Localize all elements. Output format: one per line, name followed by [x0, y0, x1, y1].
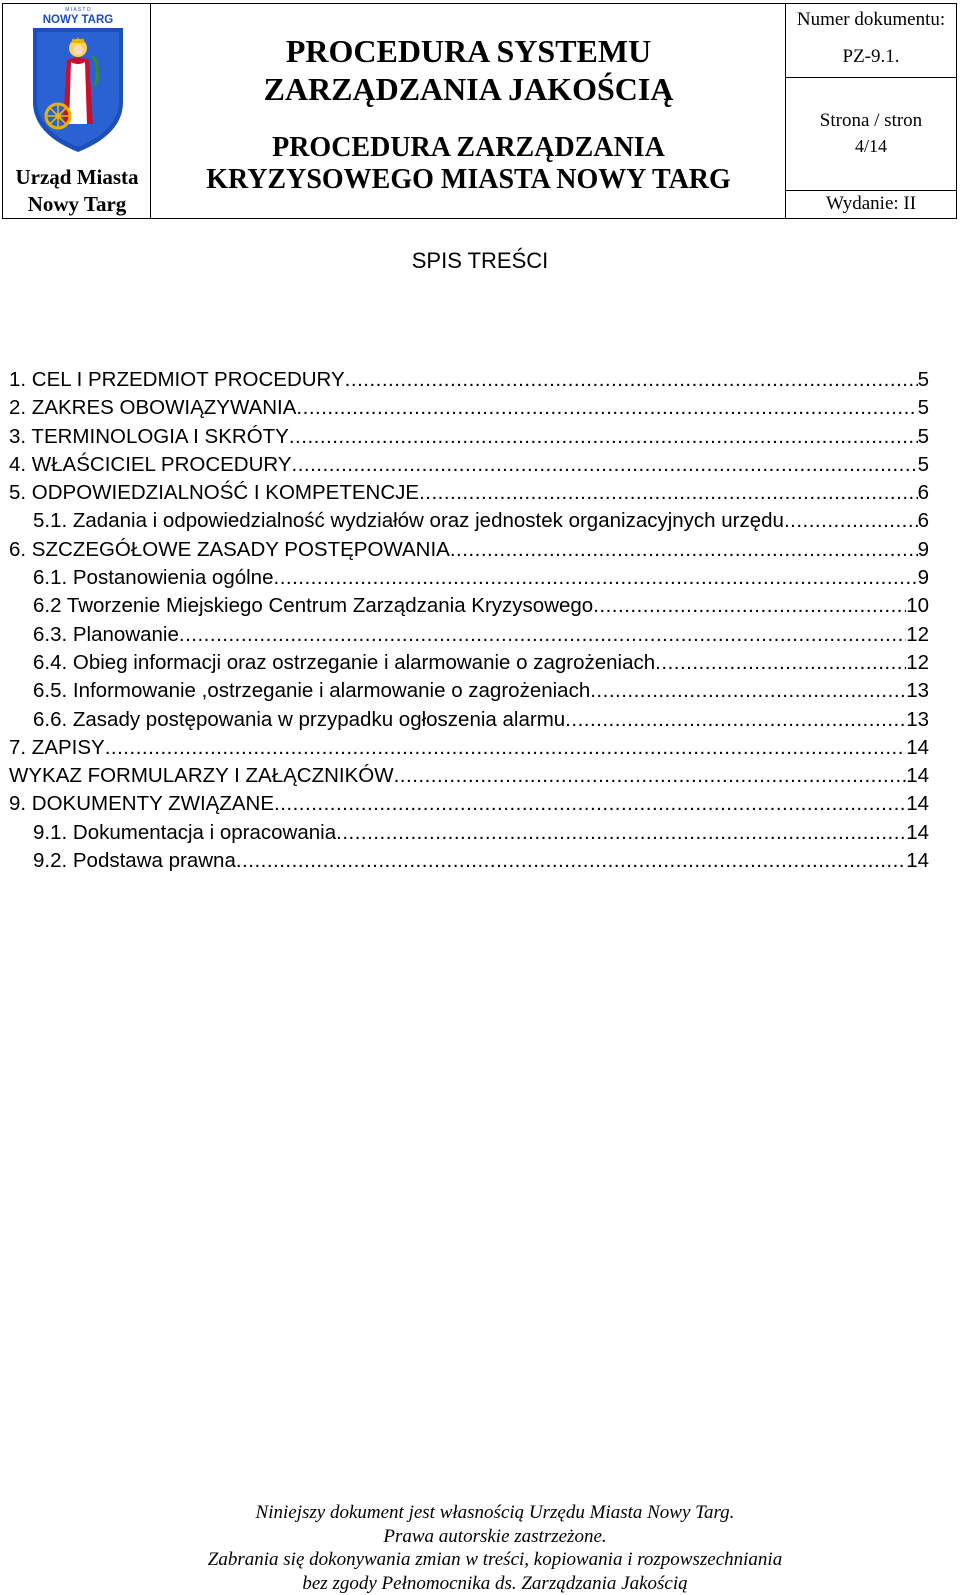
toc-dot-leader: [593, 592, 906, 620]
office-line-1: Urząd Miasta: [15, 165, 139, 189]
toc-entry-page: 6: [917, 481, 929, 505]
toc-entry-page: 14: [906, 764, 929, 788]
toc-dot-leader: [292, 451, 918, 479]
toc-entry[interactable]: [9, 677, 929, 705]
toc-entry-label: 5. ODPOWIEDZIALNOŚĆ I KOMPETENCJE: [9, 481, 420, 505]
doc-number-value: PZ-9.1.: [842, 46, 900, 67]
toc-dot-leader: [336, 819, 906, 847]
toc-entry-page: 10: [906, 594, 929, 618]
toc-entry-label: 7. ZAPISY: [9, 735, 105, 759]
doc-number-box: [786, 4, 956, 78]
toc-entry-label: 6.5. Informowanie ,ostrzeganie i alarmowanie o zagrożeniach: [33, 679, 591, 703]
table-of-contents: [9, 366, 929, 875]
doc-number-label: Numer dokumentu:: [796, 9, 946, 30]
toc-entry-label: WYKAZ FORMULARZY I ZAŁĄCZNIKÓW: [9, 764, 394, 788]
office-line-2: Nowy Targ: [27, 192, 127, 216]
edition-box: [786, 191, 956, 218]
footer-line-1: Niniejszy dokument jest własnością Urzędu Miasta Nowy Targ.: [255, 1502, 735, 1523]
toc-dot-leader: [590, 677, 906, 705]
toc-entry-page: 6: [917, 509, 929, 533]
toc-entry[interactable]: [9, 819, 929, 847]
toc-entry-label: 3. TERMINOLOGIA I SKRÓTY: [9, 424, 289, 448]
toc-dot-leader: [565, 706, 906, 734]
toc-dot-leader: [236, 847, 906, 875]
footer-line-4: bez zgody Pełnomocnika ds. Zarządzania Jakością: [302, 1572, 688, 1594]
toc-dot-leader: [345, 366, 918, 394]
subtitle-line-1: PROCEDURA ZARZĄDZANIA: [272, 132, 665, 163]
office-name: [3, 164, 151, 218]
toc-entry-label: 5.1. Zadania i odpowiedzialność wydziałów oraz jednostek organizacyjnych urzędu: [33, 509, 784, 533]
toc-entry-page: 13: [906, 679, 929, 703]
document-header-table: [2, 3, 957, 219]
toc-entry-page: 14: [906, 792, 929, 816]
toc-entry[interactable]: [9, 649, 929, 677]
toc-entry-page: 12: [906, 622, 929, 646]
svg-text:NOWY TARG: NOWY TARG: [42, 14, 114, 26]
toc-dot-leader: [179, 621, 906, 649]
toc-dot-leader: [655, 649, 906, 677]
toc-dot-leader: [274, 564, 918, 592]
toc-entry-page: 9: [917, 566, 929, 590]
document-title: [151, 32, 786, 108]
toc-entry-label: 6.1. Postanowienia ogólne: [33, 566, 274, 590]
toc-entry-page: 14: [906, 849, 929, 873]
toc-entry-page: 5: [917, 396, 929, 420]
toc-dot-leader: [105, 734, 906, 762]
subtitle-line-2: KRYZYSOWEGO MIASTA NOWY TARG: [206, 164, 731, 195]
metadata-cell: [786, 4, 956, 218]
toc-title: SPIS TREŚCI: [411, 248, 549, 273]
toc-entry-label: 9. DOKUMENTY ZWIĄZANE: [9, 792, 275, 816]
toc-entry-label: 6.2 Tworzenie Miejskiego Centrum Zarządzania Kryzysowego: [33, 594, 594, 618]
toc-entry[interactable]: [9, 790, 929, 818]
city-coat-of-arms-icon: [31, 6, 125, 156]
footer-line-2: Prawa autorskie zastrzeżone.: [383, 1525, 607, 1547]
toc-entry-label: 6.4. Obieg informacji oraz ostrzeganie i alarmowanie o zagrożeniach: [33, 650, 656, 674]
toc-entry-page: 12: [906, 650, 929, 674]
toc-entry-page: 5: [917, 452, 929, 476]
toc-entry-label: 9.2. Podstawa prawna: [33, 849, 236, 873]
toc-entry-page: 5: [917, 368, 929, 391]
page-count-box: [786, 78, 956, 191]
svg-text:M I A S T O: M I A S T O: [65, 7, 91, 13]
title-cell: [151, 4, 786, 218]
toc-entry[interactable]: [9, 734, 929, 762]
toc-dot-leader: [296, 394, 917, 422]
document-subtitle: [151, 132, 786, 196]
toc-dot-leader: [394, 762, 907, 790]
toc-entry-page: 14: [906, 735, 929, 759]
toc-entry[interactable]: [9, 479, 929, 507]
toc-entry-label: 2. ZAKRES OBOWIĄZYWANIA: [9, 396, 297, 420]
toc-entry[interactable]: [9, 706, 929, 734]
toc-entry-label: 4. WŁAŚCICIEL PROCEDURY: [9, 452, 292, 476]
toc-entry[interactable]: [9, 847, 929, 875]
toc-dot-leader: [784, 507, 918, 535]
toc-entry-page: 5: [917, 424, 929, 448]
toc-entry[interactable]: [9, 507, 929, 535]
toc-entry[interactable]: [9, 423, 929, 451]
toc-entry-page: 13: [906, 707, 929, 731]
toc-entry-label: 6. SZCZEGÓŁOWE ZASADY POSTĘPOWANIA: [9, 537, 450, 561]
page-count-value: 4/14: [854, 136, 887, 156]
toc-entry-label: 1. CEL I PRZEDMIOT PROCEDURY: [9, 368, 345, 391]
edition-label: Wydanie: II: [825, 193, 917, 214]
copyright-footer: [0, 1501, 960, 1595]
toc-dot-leader: [289, 423, 918, 451]
title-line-1: PROCEDURA SYSTEMU: [285, 33, 652, 69]
toc-dot-leader: [419, 479, 918, 507]
toc-entry[interactable]: [9, 621, 929, 649]
toc-entry[interactable]: [9, 536, 929, 564]
footer-line-3: Zabrania się dokonywania zmian w treści, kopiowania i rozpowszechniania: [207, 1549, 783, 1570]
toc-entry[interactable]: [9, 592, 929, 620]
toc-entry[interactable]: [9, 366, 929, 394]
toc-entry[interactable]: [9, 564, 929, 592]
page-count-label: Strona / stron: [819, 110, 923, 131]
toc-entry-label: 6.3. Planowanie: [33, 622, 179, 646]
toc-dot-leader: [274, 790, 906, 818]
toc-entry[interactable]: [9, 394, 929, 422]
toc-entry-label: 6.6. Zasady postępowania w przypadku ogłoszenia alarmu: [33, 707, 566, 731]
title-line-2: ZARZĄDZANIA JAKOŚCIĄ: [263, 71, 674, 107]
toc-entry[interactable]: [9, 762, 929, 790]
toc-dot-leader: [450, 536, 918, 564]
logo-cell: [3, 4, 151, 218]
toc-entry[interactable]: [9, 451, 929, 479]
toc-entry-page: 9: [917, 537, 929, 561]
toc-entry-label: 9.1. Dokumentacja i opracowania: [33, 820, 337, 844]
toc-entry-page: 14: [906, 820, 929, 844]
